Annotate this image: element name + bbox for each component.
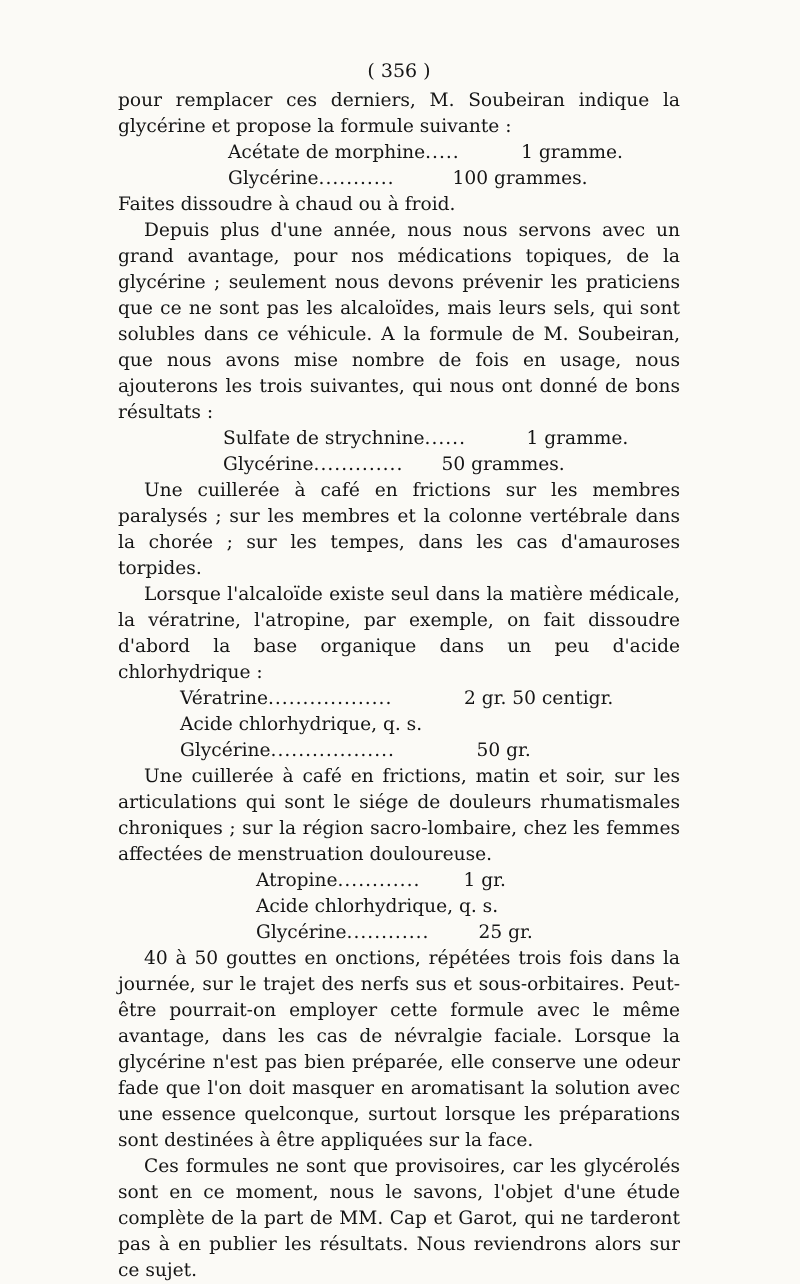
recipe-line <box>180 712 640 738</box>
leader-dots: ...... <box>424 428 466 449</box>
paragraph-5: Lorsque l'alcaloïde existe seul dans la matière médicale, la vératrine, l'atropine, par exemple, on fait dissoudre d'abord la base organique dans un peu d'acide chlorhydrique : <box>118 584 680 683</box>
paragraph-6: Une cuillerée à café en frictions, matin et soir, sur les articulations qui sont le siége de douleurs rhumatismales chroniques ; sur la région sacro-lombaire, chez les femmes affectées de menstruation douloureuse. <box>118 766 680 865</box>
ingredient-name: Acide chlorhydrique, q. s. <box>180 714 423 735</box>
leader-dots: ............ <box>337 870 421 891</box>
recipe-morphine <box>118 140 680 192</box>
leader-dots: .................. <box>270 740 395 761</box>
recipe-line <box>180 686 640 712</box>
page-body <box>118 58 680 1284</box>
leader-dots: .................. <box>267 688 393 709</box>
leader-dots: ........... <box>318 168 395 189</box>
leader-dots: ..... <box>425 142 460 163</box>
ingredient-name: Glycérine <box>256 922 347 943</box>
paragraph-1: pour remplacer ces derniers, M. Soubeiran indique la glycérine et propose la formule suivante : <box>118 90 680 137</box>
recipe-line <box>228 166 588 192</box>
recipe-veratrine <box>118 686 680 764</box>
paragraph-3: Depuis plus d'une année, nous nous servons avec un grand avantage, pour nos médications topiques, de la glycérine ; seulement nous devons prévenir les praticiens que ce ne sont pas les alcaloïdes, mais leurs sels, qui sont solubles dans ce véhicule. A la formule de M. Soubeiran, que nous avons mise nombre de fois en usage, nous ajouterons les trois suivantes, qui nous ont donné de bons résultats : <box>118 220 680 423</box>
recipe-atropine <box>118 868 680 946</box>
recipe-line <box>223 452 565 478</box>
recipe-line <box>256 868 546 894</box>
ingredient-name: Atropine <box>256 870 338 891</box>
ingredient-quantity: 1 gramme. <box>521 142 623 163</box>
ingredient-quantity: 2 gr. 50 centigr. <box>463 688 614 709</box>
ingredient-quantity: 1 gramme. <box>526 428 629 449</box>
recipe-line <box>228 140 623 166</box>
leader-dots: ............ <box>346 922 430 943</box>
page-number: ( 356 ) <box>367 60 431 82</box>
ingredient-quantity: 1 gr. <box>463 870 506 891</box>
ingredient-name: Sulfate de strychnine <box>223 428 425 449</box>
paragraph-4: Une cuillerée à café en frictions sur les membres paralysés ; sur les membres et la colonne vertébrale dans la chorée ; sur les tempes, dans les cas d'amauroses torpides. <box>118 480 680 579</box>
recipe-line <box>223 426 629 452</box>
ingredient-quantity: 50 gr. <box>476 740 531 761</box>
ingredient-quantity: 25 gr. <box>478 922 533 943</box>
paragraph-7: 40 à 50 gouttes en onctions, répétées trois fois dans la journée, sur le trajet des nerfs sus et sous-orbitaires. Peut-être pourrait-on employer cette formule avec le même avantage, dans les cas de névralgie faciale. Lorsque la glycérine n'est pas bien préparée, elle conserve une odeur fade que l'on doit masquer en aromatisant la solution avec une essence quelconque, surtout lorsque les préparations sont destinées à être appliquées sur la face. <box>118 948 680 1151</box>
ingredient-name: Acétate de morphine <box>228 142 426 163</box>
ingredient-quantity: 50 grammes. <box>441 454 565 475</box>
paragraph-2: Faites dissoudre à chaud ou à froid. <box>118 194 456 215</box>
leader-dots: ............. <box>313 454 404 475</box>
recipe-line <box>256 894 546 920</box>
paragraph-8: Ces formules ne sont que provisoires, car les glycérolés sont en ce moment, nous le savons, l'objet d'une étude complète de la part de MM. Cap et Garot, qui ne tarderont pas à en publier les résultats. Nous reviendrons alors sur ce sujet. <box>118 1156 680 1281</box>
ingredient-quantity: 100 grammes. <box>452 168 588 189</box>
ingredient-name: Glycérine <box>228 168 319 189</box>
ingredient-name: Glycérine <box>180 740 271 761</box>
recipe-line <box>180 738 640 764</box>
ingredient-name: Glycérine <box>223 454 314 475</box>
ingredient-name: Vératrine <box>180 688 268 709</box>
ingredient-name: Acide chlorhydrique, q. s. <box>256 896 499 917</box>
recipe-strychnine <box>118 426 680 478</box>
recipe-line <box>256 920 546 946</box>
